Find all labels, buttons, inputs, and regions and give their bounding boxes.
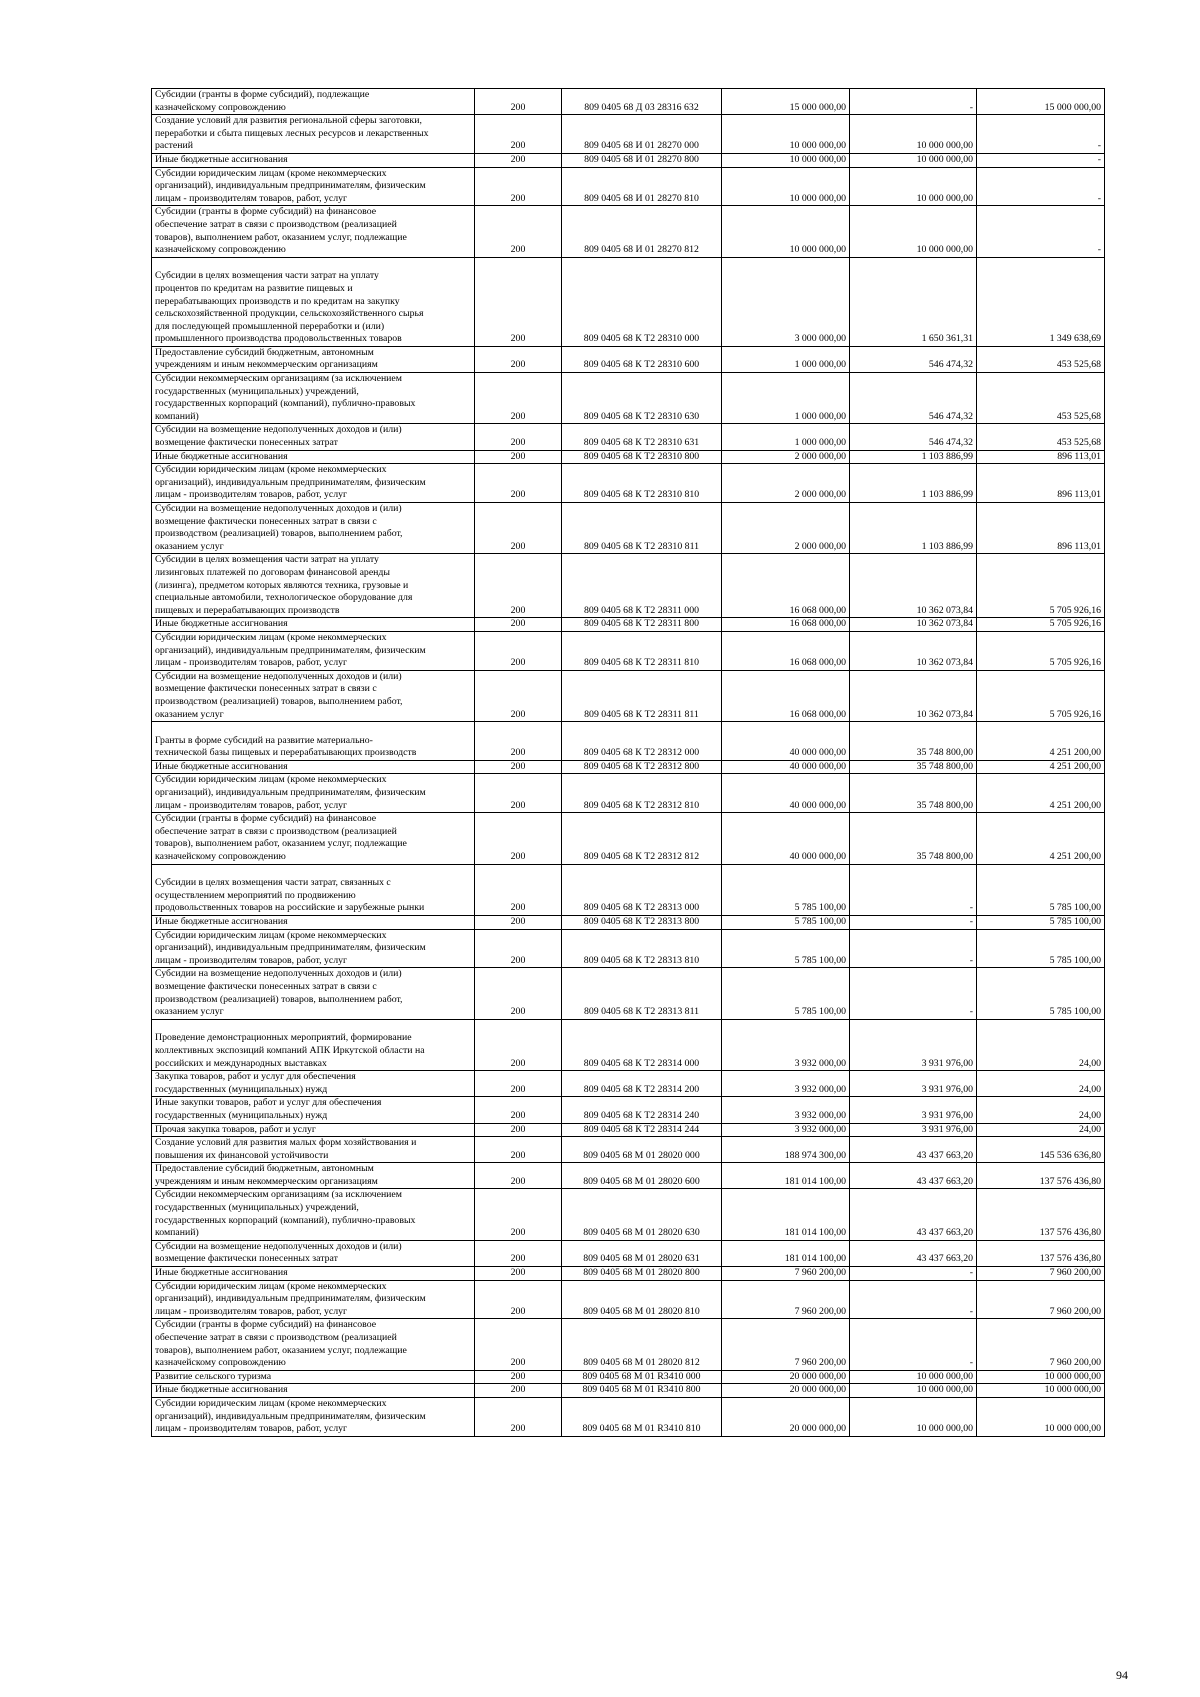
budget-classification-cell: 809 0405 68 К Т2 28314 000 [562,1019,722,1070]
line-code-cell: 200 [475,1280,562,1319]
approved-amount-cell: 10 000 000,00 [722,115,850,154]
unexecuted-amount-cell: 896 113,01 [977,464,1105,503]
executed-amount-cell: 10 362 073,84 [850,618,977,632]
budget-classification-cell: 809 0405 68 М 01 28020 812 [562,1319,722,1370]
line-code-cell: 200 [475,1384,562,1398]
expense-name-cell: Гранты в форме субсидий на развитие материально- технической базы пищевых и перерабатывающих производств [152,722,475,761]
approved-amount-cell: 3 932 000,00 [722,1123,850,1137]
expense-name-cell: Субсидии в целях возмещения части затрат на уплату лизинговых платежей по договорам финансовой аренды (лизинга), предметом которых являются техника, грузовые и специальные автомобили, технологическое оборудование для пищевых и перерабатывающих производств [152,554,475,618]
table-row [152,503,1105,554]
unexecuted-amount-cell: 4 251 200,00 [977,813,1105,864]
executed-amount-cell: 43 437 663,20 [850,1189,977,1240]
expense-name-cell: Иные бюджетные ассигнования [152,450,475,464]
unexecuted-amount-cell: 4 251 200,00 [977,760,1105,774]
line-code-cell: 200 [475,1267,562,1281]
expense-name-cell: Развитие сельского туризма [152,1370,475,1384]
budget-classification-cell: 809 0405 68 К Т2 28314 244 [562,1123,722,1137]
executed-amount-cell: 10 000 000,00 [850,1384,977,1398]
expense-name-cell: Субсидии юридическим лицам (кроме некоммерческих организаций), индивидуальным предпринимателям, физическим лицам - производителям товаров, работ, услуг [152,1397,475,1436]
executed-amount-cell: 3 931 976,00 [850,1123,977,1137]
budget-classification-cell: 809 0405 68 К Т2 28312 000 [562,722,722,761]
line-code-cell: 200 [475,167,562,206]
executed-amount-cell: - [850,1280,977,1319]
approved-amount-cell: 40 000 000,00 [722,813,850,864]
line-code-cell: 200 [475,424,562,450]
table-row [152,760,1105,774]
executed-amount-cell: 10 362 073,84 [850,631,977,670]
budget-classification-cell: 809 0405 68 К Т2 28311 810 [562,631,722,670]
table-row [152,1019,1105,1070]
executed-amount-cell: 3 931 976,00 [850,1019,977,1070]
approved-amount-cell: 5 785 100,00 [722,968,850,1019]
budget-classification-cell: 809 0405 68 К Т2 28313 810 [562,929,722,968]
table-row [152,206,1105,257]
expense-name-cell: Создание условий для развития малых форм хозяйствования и повышения их финансовой устойчивости [152,1137,475,1163]
executed-amount-cell: 10 000 000,00 [850,167,977,206]
executed-amount-cell: 10 000 000,00 [850,115,977,154]
table-row [152,1319,1105,1370]
expense-name-cell: Субсидии некоммерческим организациям (за исключением государственных (муниципальных) учреждений, государственных корпораций (компаний), публично-правовых компаний) [152,1189,475,1240]
approved-amount-cell: 16 068 000,00 [722,670,850,721]
expense-name-cell: Субсидии юридическим лицам (кроме некоммерческих организаций), индивидуальным предпринимателям, физическим лицам - производителям товаров, работ, услуг [152,774,475,813]
approved-amount-cell: 5 785 100,00 [722,929,850,968]
expense-name-cell: Закупка товаров, работ и услуг для обеспечения государственных (муниципальных) нужд [152,1071,475,1097]
executed-amount-cell: - [850,1319,977,1370]
budget-classification-cell: 809 0405 68 М 01 28020 810 [562,1280,722,1319]
unexecuted-amount-cell: 5 705 926,16 [977,631,1105,670]
line-code-cell: 200 [475,1397,562,1436]
executed-amount-cell: 10 362 073,84 [850,554,977,618]
unexecuted-amount-cell: 10 000 000,00 [977,1397,1105,1436]
unexecuted-amount-cell: 896 113,01 [977,450,1105,464]
executed-amount-cell: 1 103 886,99 [850,464,977,503]
executed-amount-cell: 43 437 663,20 [850,1240,977,1266]
budget-classification-cell: 809 0405 68 К Т2 28311 000 [562,554,722,618]
line-code-cell: 200 [475,1137,562,1163]
table-row [152,89,1105,115]
expense-name-cell: Иные бюджетные ассигнования [152,916,475,930]
table-body [152,89,1105,1437]
executed-amount-cell: 1 650 361,31 [850,257,977,346]
table-row [152,346,1105,372]
budget-classification-cell: 809 0405 68 М 01 28020 000 [562,1137,722,1163]
line-code-cell: 200 [475,1319,562,1370]
table-row [152,916,1105,930]
approved-amount-cell: 16 068 000,00 [722,618,850,632]
executed-amount-cell: 1 103 886,99 [850,450,977,464]
unexecuted-amount-cell: 10 000 000,00 [977,1370,1105,1384]
expense-name-cell: Субсидии на возмещение недополученных доходов и (или) возмещение фактически понесенных затрат в связи с производством (реализацией) товаров, выполнением работ, оказанием услуг [152,670,475,721]
expense-name-cell: Субсидии (гранты в форме субсидий), подлежащие казначейскому сопровождению [152,89,475,115]
budget-classification-cell: 809 0405 68 К Т2 28310 630 [562,373,722,424]
approved-amount-cell: 16 068 000,00 [722,631,850,670]
approved-amount-cell: 15 000 000,00 [722,89,850,115]
unexecuted-amount-cell: 24,00 [977,1123,1105,1137]
unexecuted-amount-cell: 896 113,01 [977,503,1105,554]
executed-amount-cell: - [850,968,977,1019]
line-code-cell: 200 [475,631,562,670]
budget-execution-table [151,88,1105,1437]
unexecuted-amount-cell: 453 525,68 [977,373,1105,424]
expense-name-cell: Субсидии юридическим лицам (кроме некоммерческих организаций), индивидуальным предпринимателям, физическим лицам - производителям товаров, работ, услуг [152,464,475,503]
approved-amount-cell: 3 932 000,00 [722,1097,850,1123]
unexecuted-amount-cell: 5 785 100,00 [977,929,1105,968]
expense-name-cell: Иные бюджетные ассигнования [152,618,475,632]
approved-amount-cell: 181 014 100,00 [722,1189,850,1240]
table-row [152,864,1105,915]
expense-name-cell: Субсидии юридическим лицам (кроме некоммерческих организаций), индивидуальным предпринимателям, физическим лицам - производителям товаров, работ, услуг [152,1280,475,1319]
table-row [152,1163,1105,1189]
executed-amount-cell: 546 474,32 [850,424,977,450]
approved-amount-cell: 20 000 000,00 [722,1384,850,1398]
approved-amount-cell: 188 974 300,00 [722,1137,850,1163]
line-code-cell: 200 [475,670,562,721]
executed-amount-cell: 10 362 073,84 [850,670,977,721]
budget-classification-cell: 809 0405 68 М 01 28020 631 [562,1240,722,1266]
line-code-cell: 200 [475,1370,562,1384]
expense-name-cell: Предоставление субсидий бюджетным, автономным учреждениям и иным некоммерческим организациям [152,1163,475,1189]
expense-name-cell: Субсидии в целях возмещения части затрат на уплату процентов по кредитам на развитие пищевых и перерабатывающих производств и по кредитам на закупку сельскохозяйственной продукции, сельскохозяйственного сырья для последующей промышленной переработки и (или) промышленного производства продовольственных товаров [152,257,475,346]
table-row [152,1267,1105,1281]
approved-amount-cell: 7 960 200,00 [722,1319,850,1370]
executed-amount-cell: 35 748 800,00 [850,760,977,774]
approved-amount-cell: 10 000 000,00 [722,153,850,167]
unexecuted-amount-cell: 1 349 638,69 [977,257,1105,346]
executed-amount-cell: 10 000 000,00 [850,153,977,167]
approved-amount-cell: 5 785 100,00 [722,916,850,930]
line-code-cell: 200 [475,929,562,968]
expense-name-cell: Субсидии некоммерческим организациям (за исключением государственных (муниципальных) учреждений, государственных корпораций (компаний), публично-правовых компаний) [152,373,475,424]
unexecuted-amount-cell: 4 251 200,00 [977,774,1105,813]
approved-amount-cell: 20 000 000,00 [722,1370,850,1384]
line-code-cell: 200 [475,760,562,774]
line-code-cell: 200 [475,257,562,346]
approved-amount-cell: 3 932 000,00 [722,1071,850,1097]
line-code-cell: 200 [475,618,562,632]
approved-amount-cell: 40 000 000,00 [722,774,850,813]
approved-amount-cell: 1 000 000,00 [722,346,850,372]
table-row [152,722,1105,761]
line-code-cell: 200 [475,722,562,761]
expense-name-cell: Создание условий для развития региональной сферы заготовки, переработки и сбыта пищевых лесных ресурсов и лекарственных растений [152,115,475,154]
expense-name-cell: Иные закупки товаров, работ и услуг для обеспечения государственных (муниципальных) нужд [152,1097,475,1123]
budget-classification-cell: 809 0405 68 М 01 28020 800 [562,1267,722,1281]
table-row [152,167,1105,206]
expense-name-cell: Субсидии на возмещение недополученных доходов и (или) возмещение фактически понесенных затрат в связи с производством (реализацией) товаров, выполнением работ, оказанием услуг [152,968,475,1019]
expense-name-cell: Субсидии в целях возмещения части затрат, связанных с осуществлением мероприятий по продвижению продовольственных товаров на российские и зарубежные рынки [152,864,475,915]
unexecuted-amount-cell: 7 960 200,00 [977,1280,1105,1319]
approved-amount-cell: 10 000 000,00 [722,167,850,206]
line-code-cell: 200 [475,450,562,464]
unexecuted-amount-cell: 5 705 926,16 [977,618,1105,632]
line-code-cell: 200 [475,153,562,167]
executed-amount-cell: - [850,864,977,915]
budget-classification-cell: 809 0405 68 К Т2 28310 800 [562,450,722,464]
approved-amount-cell: 7 960 200,00 [722,1267,850,1281]
unexecuted-amount-cell: 137 576 436,80 [977,1189,1105,1240]
executed-amount-cell: 3 931 976,00 [850,1071,977,1097]
table-row [152,554,1105,618]
line-code-cell: 200 [475,916,562,930]
executed-amount-cell: 10 000 000,00 [850,206,977,257]
approved-amount-cell: 40 000 000,00 [722,760,850,774]
approved-amount-cell: 3 000 000,00 [722,257,850,346]
budget-classification-cell: 809 0405 68 К Т2 28312 810 [562,774,722,813]
table-row [152,670,1105,721]
expense-name-cell: Иные бюджетные ассигнования [152,1267,475,1281]
line-code-cell: 200 [475,89,562,115]
expense-name-cell: Иные бюджетные ассигнования [152,1384,475,1398]
unexecuted-amount-cell: 137 576 436,80 [977,1163,1105,1189]
unexecuted-amount-cell: 7 960 200,00 [977,1267,1105,1281]
approved-amount-cell: 2 000 000,00 [722,450,850,464]
budget-classification-cell: 809 0405 68 М 01 R3410 810 [562,1397,722,1436]
expense-name-cell: Субсидии юридическим лицам (кроме некоммерческих организаций), индивидуальным предпринимателям, физическим лицам - производителям товаров, работ, услуг [152,631,475,670]
table-row [152,618,1105,632]
unexecuted-amount-cell: 10 000 000,00 [977,1384,1105,1398]
unexecuted-amount-cell: 15 000 000,00 [977,89,1105,115]
line-code-cell: 200 [475,1019,562,1070]
line-code-cell: 200 [475,554,562,618]
executed-amount-cell: 546 474,32 [850,373,977,424]
expense-name-cell: Иные бюджетные ассигнования [152,153,475,167]
table-row [152,1071,1105,1097]
expense-name-cell: Субсидии на возмещение недополученных доходов и (или) возмещение фактически понесенных затрат в связи с производством (реализацией) товаров, выполнением работ, оказанием услуг [152,503,475,554]
table-row [152,257,1105,346]
table-row [152,153,1105,167]
budget-classification-cell: 809 0405 68 К Т2 28310 810 [562,464,722,503]
budget-classification-cell: 809 0405 68 И 01 28270 812 [562,206,722,257]
unexecuted-amount-cell: - [977,153,1105,167]
executed-amount-cell: - [850,89,977,115]
expense-name-cell: Субсидии юридическим лицам (кроме некоммерческих организаций), индивидуальным предпринимателям, физическим лицам - производителям товаров, работ, услуг [152,929,475,968]
executed-amount-cell: 43 437 663,20 [850,1163,977,1189]
approved-amount-cell: 20 000 000,00 [722,1397,850,1436]
approved-amount-cell: 1 000 000,00 [722,373,850,424]
budget-classification-cell: 809 0405 68 К Т2 28314 240 [562,1097,722,1123]
budget-classification-cell: 809 0405 68 К Т2 28310 000 [562,257,722,346]
table-row [152,1097,1105,1123]
unexecuted-amount-cell: 24,00 [977,1097,1105,1123]
line-code-cell: 200 [475,503,562,554]
budget-classification-cell: 809 0405 68 К Т2 28310 631 [562,424,722,450]
budget-classification-cell: 809 0405 68 К Т2 28314 200 [562,1071,722,1097]
executed-amount-cell: 43 437 663,20 [850,1137,977,1163]
approved-amount-cell: 7 960 200,00 [722,1280,850,1319]
executed-amount-cell: 10 000 000,00 [850,1397,977,1436]
executed-amount-cell: - [850,916,977,930]
budget-classification-cell: 809 0405 68 К Т2 28311 811 [562,670,722,721]
budget-classification-cell: 809 0405 68 М 01 28020 600 [562,1163,722,1189]
budget-classification-cell: 809 0405 68 Д 03 28316 632 [562,89,722,115]
budget-classification-cell: 809 0405 68 М 01 28020 630 [562,1189,722,1240]
unexecuted-amount-cell: 137 576 436,80 [977,1240,1105,1266]
table-row [152,1240,1105,1266]
unexecuted-amount-cell: - [977,115,1105,154]
budget-classification-cell: 809 0405 68 И 01 28270 800 [562,153,722,167]
line-code-cell: 200 [475,774,562,813]
expense-name-cell: Предоставление субсидий бюджетным, автономным учреждениям и иным некоммерческим организациям [152,346,475,372]
unexecuted-amount-cell: 5 705 926,16 [977,554,1105,618]
table-row [152,813,1105,864]
expense-name-cell: Иные бюджетные ассигнования [152,760,475,774]
table-row [152,424,1105,450]
table-row [152,1189,1105,1240]
budget-classification-cell: 809 0405 68 К Т2 28310 811 [562,503,722,554]
executed-amount-cell: 10 000 000,00 [850,1370,977,1384]
expense-name-cell: Субсидии юридическим лицам (кроме некоммерческих организаций), индивидуальным предпринимателям, физическим лицам - производителям товаров, работ, услуг [152,167,475,206]
page-number: 94 [1116,1668,1128,1682]
table-row [152,115,1105,154]
unexecuted-amount-cell: 5 785 100,00 [977,916,1105,930]
table-row [152,1397,1105,1436]
executed-amount-cell: - [850,929,977,968]
unexecuted-amount-cell: 24,00 [977,1019,1105,1070]
unexecuted-amount-cell: 5 705 926,16 [977,670,1105,721]
unexecuted-amount-cell: 5 785 100,00 [977,968,1105,1019]
unexecuted-amount-cell: 145 536 636,80 [977,1137,1105,1163]
expense-name-cell: Субсидии на возмещение недополученных доходов и (или) возмещение фактически понесенных затрат [152,1240,475,1266]
line-code-cell: 200 [475,1123,562,1137]
unexecuted-amount-cell: 4 251 200,00 [977,722,1105,761]
budget-classification-cell: 809 0405 68 К Т2 28313 811 [562,968,722,1019]
approved-amount-cell: 16 068 000,00 [722,554,850,618]
expense-name-cell: Субсидии (гранты в форме субсидий) на финансовое обеспечение затрат в связи с производством (реализацией товаров), выполнением работ, оказанием услуг, подлежащие казначейскому сопровождению [152,206,475,257]
line-code-cell: 200 [475,1189,562,1240]
expense-name-cell: Проведение демонстрационных мероприятий, формирование коллективных экспозиций компаний АПК Иркутской области на российских и международных выставках [152,1019,475,1070]
table-row [152,1370,1105,1384]
executed-amount-cell: 35 748 800,00 [850,774,977,813]
approved-amount-cell: 5 785 100,00 [722,864,850,915]
budget-classification-cell: 809 0405 68 К Т2 28313 000 [562,864,722,915]
table-row [152,929,1105,968]
table-row [152,1123,1105,1137]
table-row [152,774,1105,813]
line-code-cell: 200 [475,206,562,257]
unexecuted-amount-cell: 24,00 [977,1071,1105,1097]
line-code-cell: 200 [475,115,562,154]
executed-amount-cell: 35 748 800,00 [850,722,977,761]
expense-name-cell: Субсидии на возмещение недополученных доходов и (или) возмещение фактически понесенных затрат [152,424,475,450]
line-code-cell: 200 [475,813,562,864]
executed-amount-cell: 3 931 976,00 [850,1097,977,1123]
unexecuted-amount-cell: 7 960 200,00 [977,1319,1105,1370]
executed-amount-cell: - [850,1267,977,1281]
unexecuted-amount-cell: 5 785 100,00 [977,864,1105,915]
table-row [152,631,1105,670]
executed-amount-cell: 35 748 800,00 [850,813,977,864]
expense-name-cell: Прочая закупка товаров, работ и услуг [152,1123,475,1137]
unexecuted-amount-cell: - [977,167,1105,206]
approved-amount-cell: 10 000 000,00 [722,206,850,257]
line-code-cell: 200 [475,464,562,503]
unexecuted-amount-cell: - [977,206,1105,257]
approved-amount-cell: 2 000 000,00 [722,503,850,554]
line-code-cell: 200 [475,864,562,915]
unexecuted-amount-cell: 453 525,68 [977,346,1105,372]
approved-amount-cell: 181 014 100,00 [722,1240,850,1266]
line-code-cell: 200 [475,1071,562,1097]
line-code-cell: 200 [475,1240,562,1266]
line-code-cell: 200 [475,968,562,1019]
budget-classification-cell: 809 0405 68 К Т2 28312 800 [562,760,722,774]
approved-amount-cell: 2 000 000,00 [722,464,850,503]
executed-amount-cell: 1 103 886,99 [850,503,977,554]
approved-amount-cell: 3 932 000,00 [722,1019,850,1070]
table-row [152,1384,1105,1398]
approved-amount-cell: 1 000 000,00 [722,424,850,450]
line-code-cell: 200 [475,373,562,424]
budget-classification-cell: 809 0405 68 М 01 R3410 000 [562,1370,722,1384]
line-code-cell: 200 [475,346,562,372]
approved-amount-cell: 181 014 100,00 [722,1163,850,1189]
table-row [152,968,1105,1019]
line-code-cell: 200 [475,1163,562,1189]
table-row [152,1137,1105,1163]
table-row [152,1280,1105,1319]
expense-name-cell: Субсидии (гранты в форме субсидий) на финансовое обеспечение затрат в связи с производством (реализацией товаров), выполнением работ, оказанием услуг, подлежащие казначейскому сопровождению [152,1319,475,1370]
budget-classification-cell: 809 0405 68 М 01 R3410 800 [562,1384,722,1398]
budget-classification-cell: 809 0405 68 И 01 28270 000 [562,115,722,154]
table-row [152,450,1105,464]
line-code-cell: 200 [475,1097,562,1123]
expense-name-cell: Субсидии (гранты в форме субсидий) на финансовое обеспечение затрат в связи с производством (реализацией товаров), выполнением работ, оказанием услуг, подлежащие казначейскому сопровождению [152,813,475,864]
budget-classification-cell: 809 0405 68 К Т2 28312 812 [562,813,722,864]
budget-classification-cell: 809 0405 68 К Т2 28311 800 [562,618,722,632]
budget-classification-cell: 809 0405 68 И 01 28270 810 [562,167,722,206]
executed-amount-cell: 546 474,32 [850,346,977,372]
approved-amount-cell: 40 000 000,00 [722,722,850,761]
unexecuted-amount-cell: 453 525,68 [977,424,1105,450]
table-row [152,373,1105,424]
budget-classification-cell: 809 0405 68 К Т2 28313 800 [562,916,722,930]
table-row [152,464,1105,503]
budget-classification-cell: 809 0405 68 К Т2 28310 600 [562,346,722,372]
